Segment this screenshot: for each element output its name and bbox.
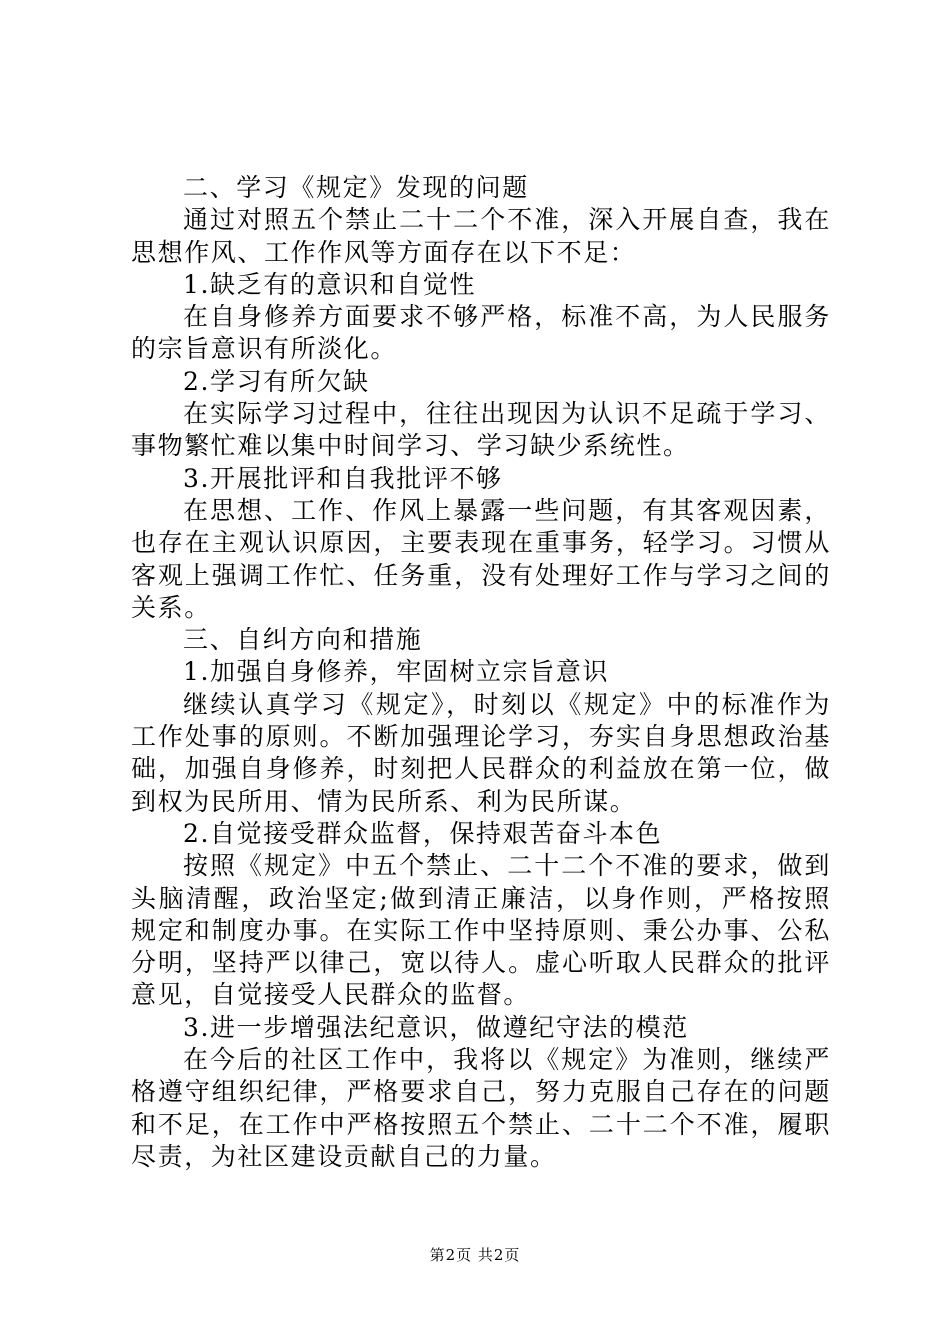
section-heading: 三、自纠方向和措施 <box>183 625 423 655</box>
page-footer: 第2页 共2页 <box>429 1246 521 1264</box>
body-paragraph: 在今后的社区工作中，我将以《规定》为准则，继续严格遵守组织纪律，严格要求自己，努力克服自己存在的问题和不足，在工作中严格按照五个禁止、二十二个不准，履职尽责，为社区建设贡献自己的力量。 <box>131 1045 831 1171</box>
section-heading: 二、学习《规定》发现的问题 <box>183 173 529 202</box>
subheading: 3.开展批评和自我批评不够 <box>183 463 503 493</box>
body-paragraph: 通过对照五个禁止二十二个不准，深入开展自查，我在思想作风、工作作风等方面存在以下不足： <box>131 205 831 267</box>
subheading: 1.加强自身修养，牢固树立宗旨意识 <box>183 657 610 687</box>
body-paragraph: 在自身修养方面要求不够严格，标准不高，为人民服务的宗旨意识有所淡化。 <box>131 302 831 364</box>
document-body <box>131 172 831 1173</box>
subheading: 2.学习有所欠缺 <box>183 366 370 396</box>
subheading: 2.自觉接受群众监督，保持艰苦奋斗本色 <box>183 818 663 848</box>
body-paragraph: 在思想、工作、作风上暴露一些问题，有其客观因素，也存在主观认识原因，主要表现在重事务，轻学习。习惯从客观上强调工作忙、任务重，没有处理好工作与学习之间的关系。 <box>131 495 831 622</box>
body-paragraph: 继续认真学习《规定》，时刻以《规定》中的标准作为工作处事的原则。不断加强理论学习，夯实自身思想政治基础，加强自身修养，时刻把人民群众的利益放在第一位，做到权为民所用、情为民所系、利为民所谋。 <box>131 689 831 816</box>
subheading: 1.缺乏有的意识和自觉性 <box>183 269 477 299</box>
subheading: 3.进一步增强法纪意识，做遵纪守法的模范 <box>183 1012 689 1042</box>
body-paragraph: 在实际学习过程中，往往出现因为认识不足疏于学习、事物繁忙难以集中时间学习、学习缺少系统性。 <box>131 399 831 461</box>
body-paragraph: 按照《规定》中五个禁止、二十二个不准的要求，做到头脑清醒，政治坚定;做到清正廉洁，以身作则，严格按照规定和制度办事。在实际工作中坚持原则、秉公办事、公私分明，坚持严以律己，宽以待人。虚心听取人民群众的批评意见，自觉接受人民群众的监督。 <box>131 851 831 1010</box>
